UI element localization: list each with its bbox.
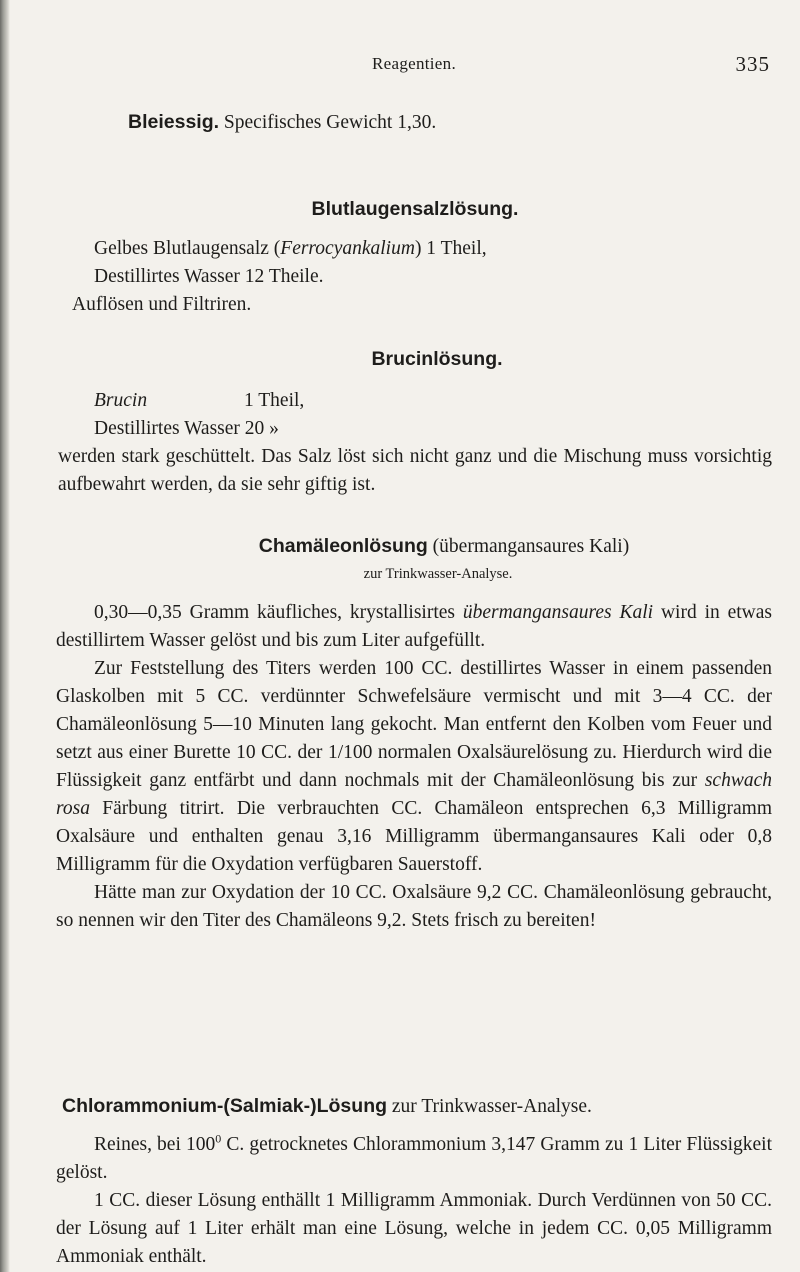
bleiessig-title: Bleiessig. bbox=[128, 111, 220, 133]
blutlaugensalz-title: Blutlaugensalzlösung. bbox=[311, 198, 519, 220]
running-head-title: Reagentien. bbox=[371, 54, 457, 73]
blutlaugensalz-line-2: Destillirtes Wasser 12 Theile. bbox=[94, 266, 324, 287]
chlorammonium-heading bbox=[56, 1092, 772, 1121]
bleiessig-text: Specifisches Gewicht 1,30. bbox=[223, 112, 437, 133]
brucin-line-2: Destillirtes Wasser 20 » bbox=[94, 418, 279, 439]
chamaeleon-paragraph-2: Zur Feststellung des Titers werden 100 CC. destillirtes Wasser in einem passenden Glaskolben mit 5 CC. verdünnter Schwefelsäure vermischt und mit 3—4 CC. der Chamäleonlösung 5—10 Minuten lang gekocht. Man entfernt den Kolben vom Feuer und setzt aus einer Burette 10 CC. der 1/100 normalen Oxalsäurelösung zu. Hierdurch wird die Flüssigkeit ganz entfärbt und dann nochmals mit der Chamäleonlösung bis zur schwach rosa Färbung titrirt. Die verbrauchten CC. Chamäleon entsprechen 6,3 Milligramm Oxalsäure und enthalten genau 3,16 Milligramm übermangansaures Kali oder 0,8 Milligramm für die Oxydation verfügbaren Sauerstoff. bbox=[56, 658, 772, 875]
running-head bbox=[56, 50, 772, 80]
chamaeleon-heading bbox=[56, 532, 772, 561]
chlorammonium-title-suffix: zur Trinkwasser-Analyse. bbox=[391, 1096, 592, 1117]
section-chamaeleon bbox=[56, 532, 772, 935]
chamaeleon-paragraph-3: Hätte man zur Oxydation der 10 CC. Oxalsäure 9,2 CC. Chamäleonlösung gebraucht, so nennen wir den Titer des Chamäleons 9,2. Stets frisch zu bereiten! bbox=[56, 882, 772, 931]
section-bleiessig bbox=[56, 108, 772, 137]
section-brucin bbox=[56, 345, 772, 499]
book-binding-edge bbox=[0, 0, 10, 1272]
section-blutlaugensalz bbox=[56, 195, 772, 319]
chlorammonium-paragraph-1: Reines, bei $100^0$ C. getrocknetes Chlorammonium 3,147 Gramm zu 1 Liter Flüssigkeit gelöst. bbox=[56, 1131, 772, 1183]
chlorammonium-paragraph-2: 1 CC. dieser Lösung enthällt 1 Milligramm Ammoniak. Durch Verdünnen von 50 CC. der Lösung auf 1 Liter erhält man eine Lösung, welche in jedem CC. 0,05 Milligramm Ammoniak enthält. bbox=[56, 1190, 772, 1267]
chamaeleon-title: Chamäleonlösung bbox=[258, 535, 428, 557]
brucin-paragraph: werden stark geschüttelt. Das Salz löst sich nicht ganz und die Mischung muss vorsichtig aufbewahrt werden, da sie sehr giftig ist. bbox=[58, 446, 772, 495]
chamaeleon-subtitle: zur Trinkwasser-Analyse. bbox=[363, 566, 513, 582]
chlorammonium-title: Chlorammonium-(Salmiak-)Lösung bbox=[62, 1095, 388, 1117]
chamaeleon-paragraph-1: 0,30—0,35 Gramm käufliches, krystallisirtes übermangansaures Kali wird in etwas destillirtem Wasser gelöst und bis zum Liter aufgefüllt. bbox=[56, 602, 772, 651]
section-chlorammonium bbox=[56, 1092, 772, 1271]
blutlaugensalz-line-1: Gelbes Blutlaugensalz (Ferrocyankalium) 1 Theil, bbox=[94, 238, 487, 259]
page-number: 335 bbox=[735, 52, 770, 76]
blutlaugensalz-line-3: Auflösen und Filtriren. bbox=[72, 294, 252, 315]
chamaeleon-title-suffix: (übermangansaures Kali) bbox=[432, 536, 630, 557]
brucin-line-1: Brucin 1 Theil, bbox=[94, 390, 305, 411]
brucin-title: Brucinlösung. bbox=[371, 348, 503, 370]
